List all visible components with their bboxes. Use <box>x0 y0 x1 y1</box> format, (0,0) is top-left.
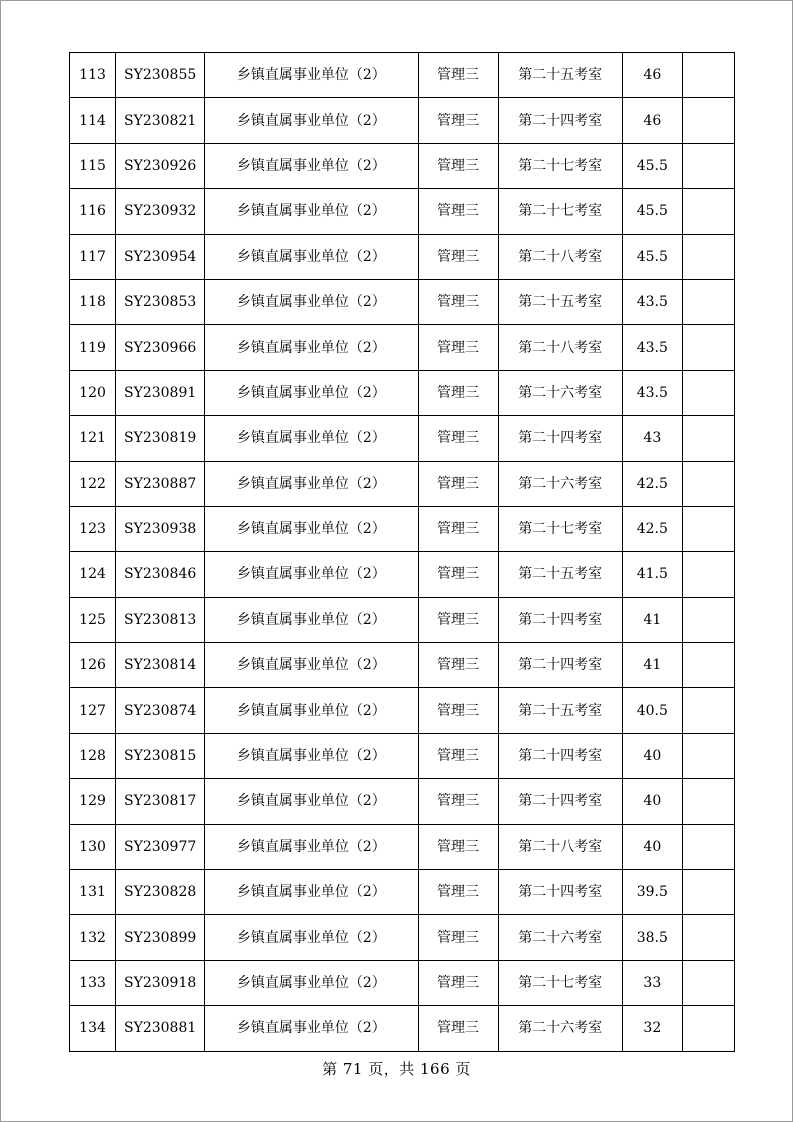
table-row <box>70 688 735 733</box>
row-number-cell: 125 <box>70 597 116 642</box>
unit-cell: 乡镇直属事业单位（2） <box>205 733 418 778</box>
row-number-cell: 128 <box>70 733 116 778</box>
row-number-cell: 130 <box>70 824 116 869</box>
candidate-id-cell: SY230966 <box>116 325 205 370</box>
remark-cell <box>682 53 734 98</box>
candidate-id-cell: SY230814 <box>116 643 205 688</box>
position-cell: 管理三 <box>418 143 498 188</box>
candidate-id-cell: SY230828 <box>116 870 205 915</box>
position-cell: 管理三 <box>418 416 498 461</box>
exam-room-cell: 第二十四考室 <box>498 779 622 824</box>
table-row <box>70 824 735 869</box>
table-row <box>70 143 735 188</box>
position-cell: 管理三 <box>418 779 498 824</box>
exam-room-cell: 第二十七考室 <box>498 143 622 188</box>
score-cell: 46 <box>622 98 682 143</box>
candidate-id-cell: SY230817 <box>116 779 205 824</box>
position-cell: 管理三 <box>418 597 498 642</box>
table-row <box>70 1006 735 1051</box>
unit-cell: 乡镇直属事业单位（2） <box>205 370 418 415</box>
score-cell: 45.5 <box>622 234 682 279</box>
row-number-cell: 131 <box>70 870 116 915</box>
candidate-id-cell: SY230887 <box>116 461 205 506</box>
candidate-id-cell: SY230954 <box>116 234 205 279</box>
exam-room-cell: 第二十六考室 <box>498 1006 622 1051</box>
score-cell: 42.5 <box>622 461 682 506</box>
table-row <box>70 279 735 324</box>
position-cell: 管理三 <box>418 234 498 279</box>
unit-cell: 乡镇直属事业单位（2） <box>205 552 418 597</box>
page-number-footer: 第 71 页，共 166 页 <box>322 1060 471 1078</box>
score-cell: 32 <box>622 1006 682 1051</box>
exam-room-cell: 第二十八考室 <box>498 325 622 370</box>
score-table <box>69 52 735 1052</box>
candidate-id-cell: SY230881 <box>116 1006 205 1051</box>
remark-cell <box>682 733 734 778</box>
candidate-id-cell: SY230926 <box>116 143 205 188</box>
remark-cell <box>682 461 734 506</box>
row-number-cell: 121 <box>70 416 116 461</box>
score-cell: 46 <box>622 53 682 98</box>
remark-cell <box>682 416 734 461</box>
table-row <box>70 960 735 1005</box>
unit-cell: 乡镇直属事业单位（2） <box>205 870 418 915</box>
table-row <box>70 552 735 597</box>
table-row <box>70 461 735 506</box>
position-cell: 管理三 <box>418 98 498 143</box>
position-cell: 管理三 <box>418 189 498 234</box>
remark-cell <box>682 325 734 370</box>
row-number-cell: 123 <box>70 506 116 551</box>
position-cell: 管理三 <box>418 643 498 688</box>
score-cell: 40 <box>622 824 682 869</box>
table-row <box>70 416 735 461</box>
exam-room-cell: 第二十五考室 <box>498 279 622 324</box>
row-number-cell: 129 <box>70 779 116 824</box>
remark-cell <box>682 915 734 960</box>
table-row <box>70 325 735 370</box>
unit-cell: 乡镇直属事业单位（2） <box>205 1006 418 1051</box>
score-cell: 40 <box>622 733 682 778</box>
table-row <box>70 53 735 98</box>
unit-cell: 乡镇直属事业单位（2） <box>205 234 418 279</box>
exam-room-cell: 第二十六考室 <box>498 461 622 506</box>
remark-cell <box>682 597 734 642</box>
row-number-cell: 118 <box>70 279 116 324</box>
remark-cell <box>682 643 734 688</box>
score-cell: 41 <box>622 597 682 642</box>
remark-cell <box>682 1006 734 1051</box>
score-cell: 43.5 <box>622 325 682 370</box>
row-number-cell: 132 <box>70 915 116 960</box>
table-row <box>70 234 735 279</box>
unit-cell: 乡镇直属事业单位（2） <box>205 461 418 506</box>
exam-room-cell: 第二十八考室 <box>498 824 622 869</box>
remark-cell <box>682 688 734 733</box>
remark-cell <box>682 143 734 188</box>
score-cell: 43.5 <box>622 279 682 324</box>
row-number-cell: 116 <box>70 189 116 234</box>
candidate-id-cell: SY230899 <box>116 915 205 960</box>
remark-cell <box>682 189 734 234</box>
position-cell: 管理三 <box>418 53 498 98</box>
table-row <box>70 779 735 824</box>
unit-cell: 乡镇直属事业单位（2） <box>205 506 418 551</box>
candidate-id-cell: SY230932 <box>116 189 205 234</box>
candidate-id-cell: SY230821 <box>116 98 205 143</box>
position-cell: 管理三 <box>418 688 498 733</box>
table-row <box>70 597 735 642</box>
exam-room-cell: 第二十八考室 <box>498 234 622 279</box>
exam-room-cell: 第二十七考室 <box>498 506 622 551</box>
row-number-cell: 126 <box>70 643 116 688</box>
row-number-cell: 120 <box>70 370 116 415</box>
exam-room-cell: 第二十六考室 <box>498 370 622 415</box>
remark-cell <box>682 279 734 324</box>
remark-cell <box>682 870 734 915</box>
position-cell: 管理三 <box>418 960 498 1005</box>
unit-cell: 乡镇直属事业单位（2） <box>205 688 418 733</box>
position-cell: 管理三 <box>418 733 498 778</box>
remark-cell <box>682 779 734 824</box>
unit-cell: 乡镇直属事业单位（2） <box>205 143 418 188</box>
candidate-id-cell: SY230815 <box>116 733 205 778</box>
unit-cell: 乡镇直属事业单位（2） <box>205 643 418 688</box>
remark-cell <box>682 98 734 143</box>
table-row <box>70 506 735 551</box>
remark-cell <box>682 824 734 869</box>
unit-cell: 乡镇直属事业单位（2） <box>205 597 418 642</box>
exam-room-cell: 第二十五考室 <box>498 688 622 733</box>
score-cell: 40.5 <box>622 688 682 733</box>
candidate-id-cell: SY230918 <box>116 960 205 1005</box>
position-cell: 管理三 <box>418 870 498 915</box>
score-cell: 43.5 <box>622 370 682 415</box>
candidate-id-cell: SY230846 <box>116 552 205 597</box>
score-cell: 38.5 <box>622 915 682 960</box>
candidate-id-cell: SY230891 <box>116 370 205 415</box>
remark-cell <box>682 234 734 279</box>
exam-room-cell: 第二十四考室 <box>498 733 622 778</box>
unit-cell: 乡镇直属事业单位（2） <box>205 779 418 824</box>
exam-room-cell: 第二十四考室 <box>498 643 622 688</box>
unit-cell: 乡镇直属事业单位（2） <box>205 416 418 461</box>
table-row <box>70 733 735 778</box>
position-cell: 管理三 <box>418 370 498 415</box>
position-cell: 管理三 <box>418 279 498 324</box>
candidate-id-cell: SY230977 <box>116 824 205 869</box>
candidate-id-cell: SY230874 <box>116 688 205 733</box>
position-cell: 管理三 <box>418 506 498 551</box>
table-row <box>70 98 735 143</box>
row-number-cell: 127 <box>70 688 116 733</box>
remark-cell <box>682 506 734 551</box>
exam-room-cell: 第二十七考室 <box>498 189 622 234</box>
row-number-cell: 113 <box>70 53 116 98</box>
row-number-cell: 117 <box>70 234 116 279</box>
exam-room-cell: 第二十六考室 <box>498 915 622 960</box>
unit-cell: 乡镇直属事业单位（2） <box>205 960 418 1005</box>
position-cell: 管理三 <box>418 915 498 960</box>
candidate-id-cell: SY230853 <box>116 279 205 324</box>
row-number-cell: 115 <box>70 143 116 188</box>
score-table-container <box>69 52 735 1052</box>
candidate-id-cell: SY230855 <box>116 53 205 98</box>
score-cell: 41.5 <box>622 552 682 597</box>
table-row <box>70 370 735 415</box>
table-body <box>70 53 735 1052</box>
row-number-cell: 133 <box>70 960 116 1005</box>
exam-room-cell: 第二十五考室 <box>498 53 622 98</box>
unit-cell: 乡镇直属事业单位（2） <box>205 53 418 98</box>
score-cell: 45.5 <box>622 143 682 188</box>
remark-cell <box>682 960 734 1005</box>
remark-cell <box>682 370 734 415</box>
exam-room-cell: 第二十五考室 <box>498 552 622 597</box>
exam-room-cell: 第二十四考室 <box>498 870 622 915</box>
exam-room-cell: 第二十七考室 <box>498 960 622 1005</box>
table-row <box>70 643 735 688</box>
candidate-id-cell: SY230938 <box>116 506 205 551</box>
score-cell: 45.5 <box>622 189 682 234</box>
candidate-id-cell: SY230819 <box>116 416 205 461</box>
row-number-cell: 119 <box>70 325 116 370</box>
remark-cell <box>682 552 734 597</box>
unit-cell: 乡镇直属事业单位（2） <box>205 98 418 143</box>
position-cell: 管理三 <box>418 325 498 370</box>
score-cell: 43 <box>622 416 682 461</box>
score-cell: 40 <box>622 779 682 824</box>
row-number-cell: 124 <box>70 552 116 597</box>
row-number-cell: 122 <box>70 461 116 506</box>
unit-cell: 乡镇直属事业单位（2） <box>205 279 418 324</box>
score-cell: 33 <box>622 960 682 1005</box>
unit-cell: 乡镇直属事业单位（2） <box>205 189 418 234</box>
unit-cell: 乡镇直属事业单位（2） <box>205 915 418 960</box>
exam-room-cell: 第二十四考室 <box>498 98 622 143</box>
table-row <box>70 870 735 915</box>
score-cell: 41 <box>622 643 682 688</box>
table-row <box>70 189 735 234</box>
score-cell: 42.5 <box>622 506 682 551</box>
position-cell: 管理三 <box>418 1006 498 1051</box>
score-cell: 39.5 <box>622 870 682 915</box>
position-cell: 管理三 <box>418 552 498 597</box>
row-number-cell: 114 <box>70 98 116 143</box>
candidate-id-cell: SY230813 <box>116 597 205 642</box>
unit-cell: 乡镇直属事业单位（2） <box>205 325 418 370</box>
table-row <box>70 915 735 960</box>
exam-room-cell: 第二十四考室 <box>498 416 622 461</box>
unit-cell: 乡镇直属事业单位（2） <box>205 824 418 869</box>
position-cell: 管理三 <box>418 824 498 869</box>
row-number-cell: 134 <box>70 1006 116 1051</box>
position-cell: 管理三 <box>418 461 498 506</box>
exam-room-cell: 第二十四考室 <box>498 597 622 642</box>
